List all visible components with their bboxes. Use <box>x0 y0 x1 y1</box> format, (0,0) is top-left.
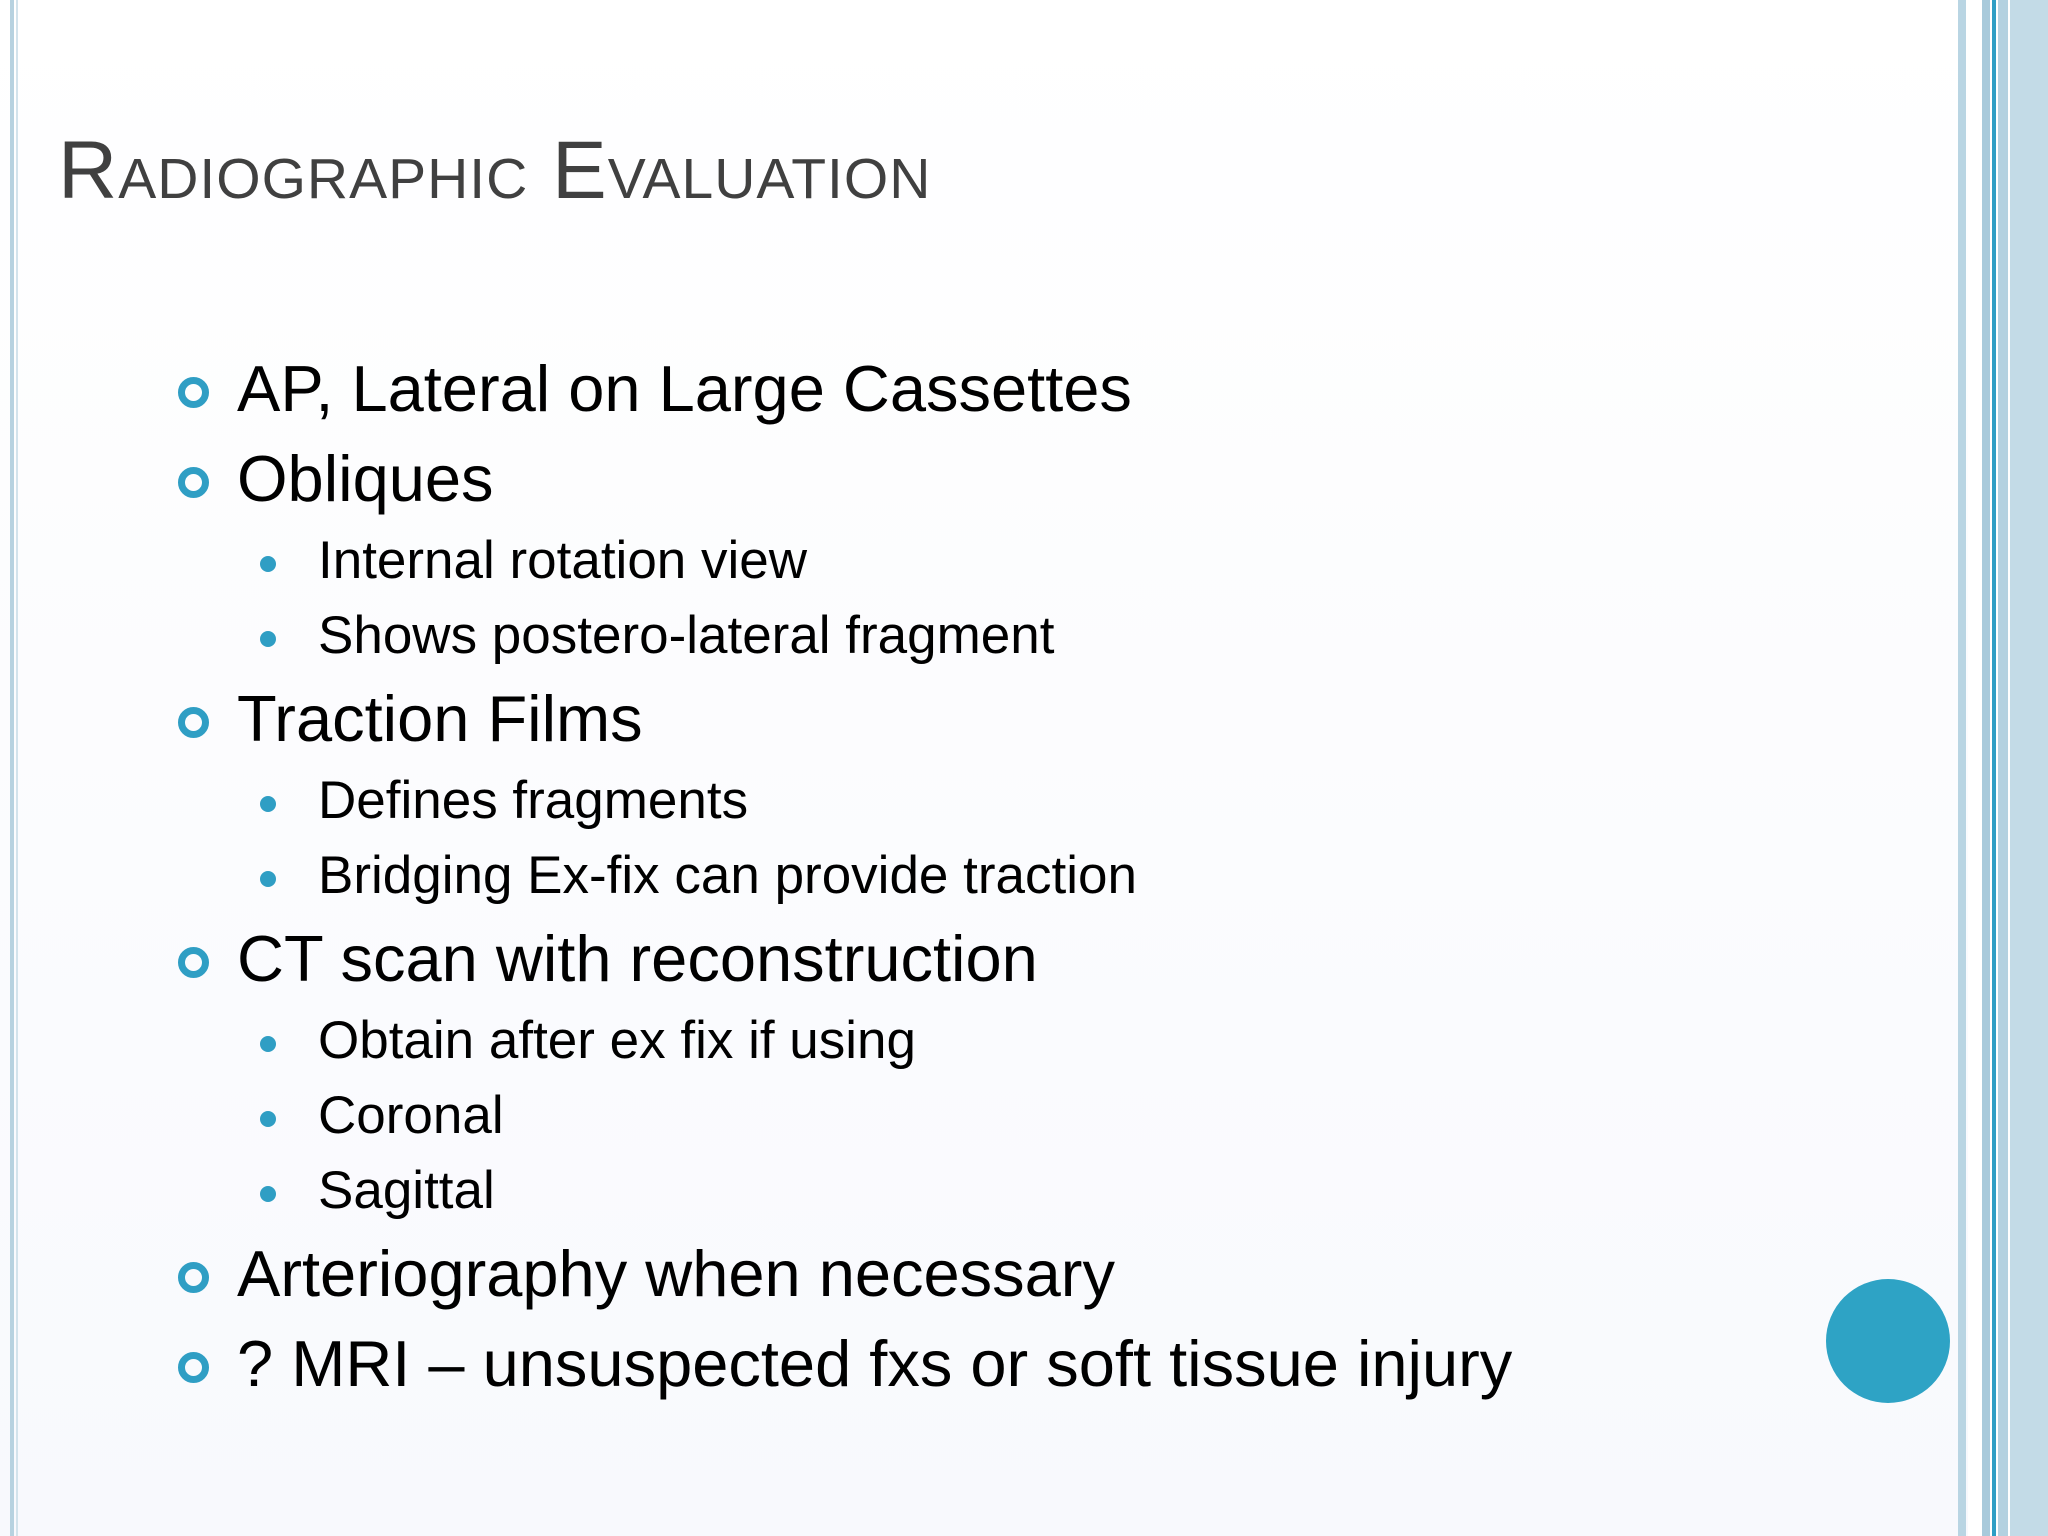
sub-bullet-text: Internal rotation view <box>318 531 808 590</box>
bullet-text: AP, Lateral on Large Cassettes <box>237 352 1132 425</box>
dot-bullet-icon <box>260 1111 276 1127</box>
ring-bullet-icon <box>178 947 209 978</box>
bullet-text: Arteriography when necessary <box>237 1237 1115 1310</box>
bullet-item <box>176 346 1876 436</box>
sub-bullet-item <box>176 526 1876 601</box>
sub-bullet-text: Coronal <box>318 1086 504 1145</box>
dot-bullet-icon <box>260 871 276 887</box>
dot-bullet-icon <box>260 1036 276 1052</box>
dot-bullet-icon <box>260 796 276 812</box>
bullet-list <box>176 346 1876 1411</box>
right-stripe <box>1998 0 2008 1536</box>
bullet-text: CT scan with reconstruction <box>237 922 1038 995</box>
sub-bullet-text: Sagittal <box>318 1161 495 1220</box>
sub-bullet-text: Bridging Ex-fix can provide traction <box>318 846 1137 905</box>
sub-bullet-item <box>176 601 1876 676</box>
ring-bullet-icon <box>178 467 209 498</box>
sub-bullet-item <box>176 841 1876 916</box>
sub-bullet-text: Defines fragments <box>318 771 749 830</box>
bullet-item <box>176 1321 1876 1411</box>
left-border-line-thin <box>16 0 18 1536</box>
right-stripe <box>2010 0 2048 1536</box>
sub-bullet-text: Shows postero-lateral fragment <box>318 606 1055 665</box>
right-stripe <box>1958 0 1966 1536</box>
sub-bullet-item <box>176 1006 1876 1081</box>
bullet-text: ? MRI – unsuspected fxs or soft tissue injury <box>237 1327 1513 1400</box>
bullet-item <box>176 436 1876 526</box>
sub-bullet-item <box>176 1156 1876 1231</box>
dot-bullet-icon <box>260 1186 276 1202</box>
bullet-text: Traction Films <box>237 682 643 755</box>
left-border-line <box>10 0 14 1536</box>
sub-bullet-item <box>176 1081 1876 1156</box>
ring-bullet-icon <box>178 377 209 408</box>
bullet-text: Obliques <box>237 442 494 515</box>
ring-bullet-icon <box>178 1262 209 1293</box>
sub-bullet-item <box>176 766 1876 841</box>
decorative-circle <box>1826 1279 1950 1403</box>
bullet-item <box>176 916 1876 1006</box>
bullet-item <box>176 676 1876 766</box>
ring-bullet-icon <box>178 1352 209 1383</box>
sub-bullet-text: Obtain after ex fix if using <box>318 1011 917 1070</box>
slide-title: Radiographic Evaluation <box>58 125 932 216</box>
right-stripe <box>1968 0 1982 1536</box>
dot-bullet-icon <box>260 556 276 572</box>
ring-bullet-icon <box>178 707 209 738</box>
bullet-item <box>176 1231 1876 1321</box>
right-stripe-accent <box>1992 0 1996 1536</box>
right-stripe <box>1982 0 1990 1536</box>
dot-bullet-icon <box>260 631 276 647</box>
